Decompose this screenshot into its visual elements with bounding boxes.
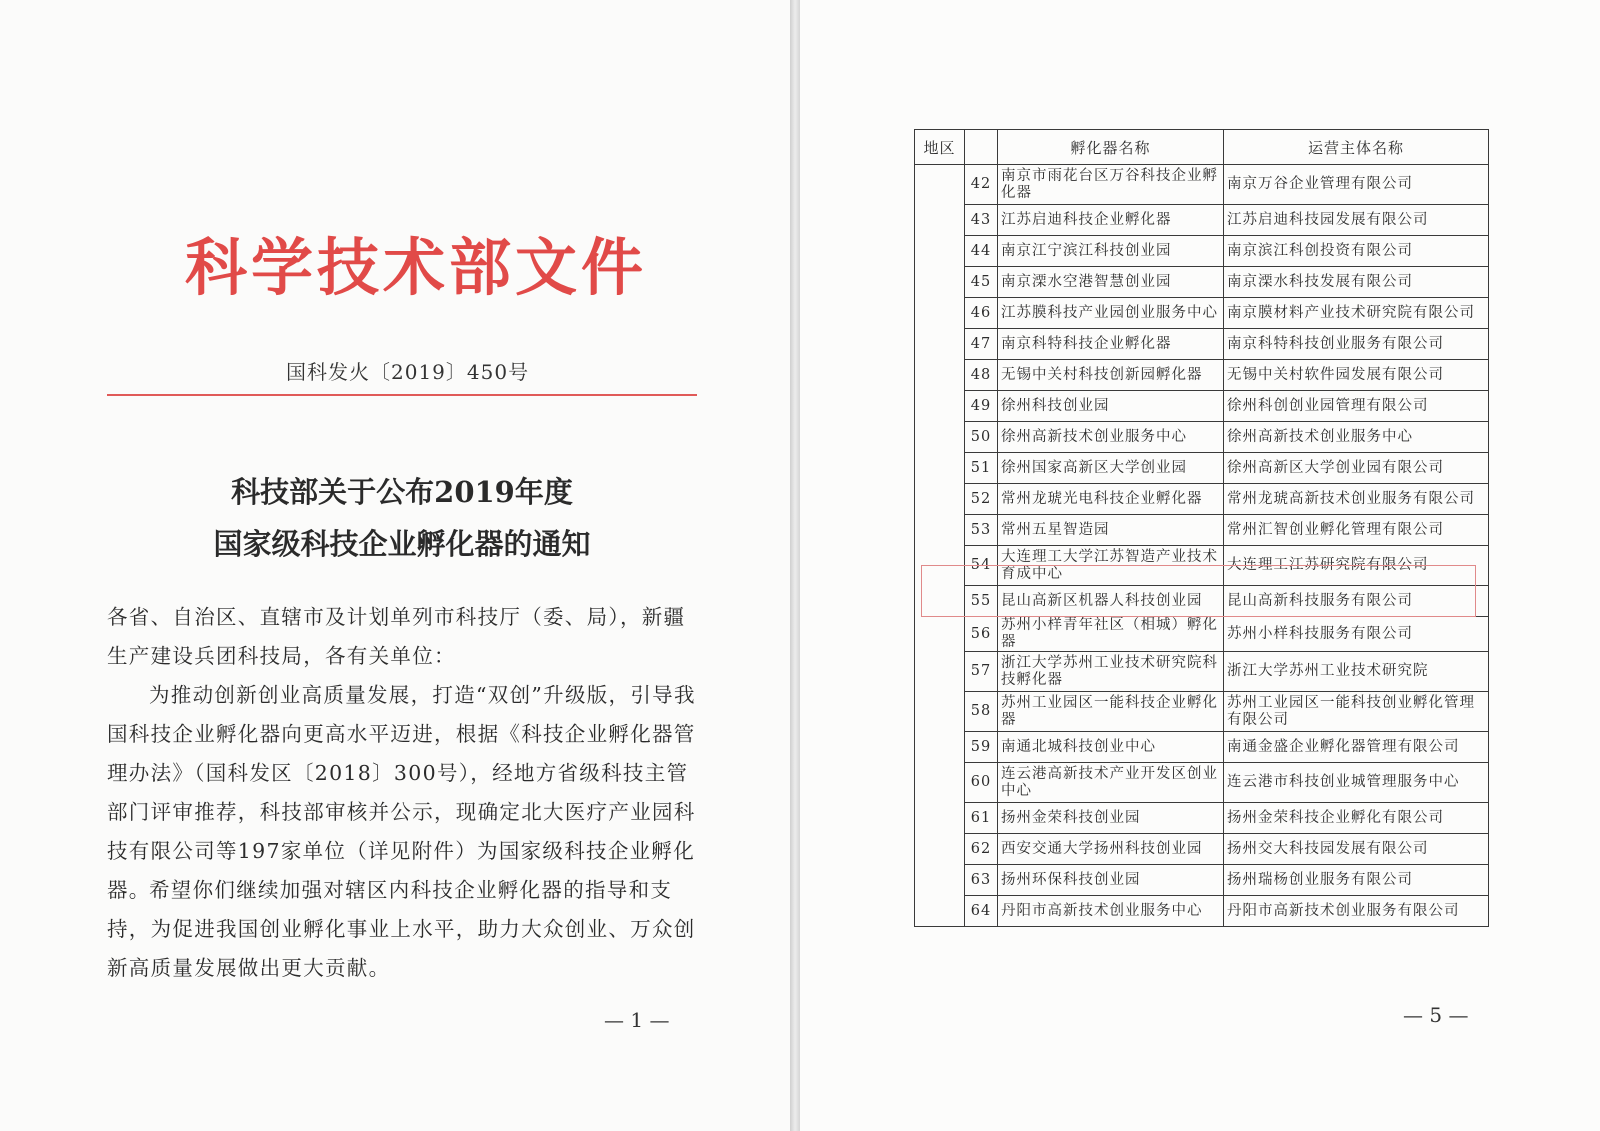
notice-title-line1: 科技部关于公布2019年度 [231,475,573,509]
table-row [915,329,1489,360]
table-row [915,484,1489,515]
incubator-name: 南京江宁滨江科技创业园 [998,236,1224,267]
incubator-name: 西安交通大学扬州科技创业园 [998,834,1224,865]
header-number [965,130,998,165]
row-number: 63 [965,865,998,896]
table-row [915,652,1489,692]
row-number: 46 [965,298,998,329]
operator-name: 南京膜材料产业技术研究院有限公司 [1224,298,1489,329]
notice-title-line2: 国家级科技企业孵化器的通知 [213,527,591,561]
operator-name: 常州汇智创业孵化管理有限公司 [1224,515,1489,546]
incubator-name: 扬州金荣科技创业园 [998,803,1224,834]
row-number: 53 [965,515,998,546]
operator-name: 昆山高新科技服务有限公司 [1224,586,1489,617]
row-number: 57 [965,652,998,692]
incubator-name: 大连理工大学江苏智造产业技术育成中心 [998,546,1224,586]
table-row [915,732,1489,763]
incubator-name: 徐州国家高新区大学创业园 [998,453,1224,484]
operator-name: 扬州瑞杨创业服务有限公司 [1224,865,1489,896]
table-row [915,298,1489,329]
row-number: 56 [965,617,998,652]
page-number-right: — 5 — [1403,1003,1469,1027]
operator-name: 大连理工江苏研究院有限公司 [1224,546,1489,586]
operator-name: 徐州高新区大学创业园有限公司 [1224,453,1489,484]
table-row [915,896,1489,927]
incubator-name: 连云港高新技术产业开发区创业中心 [998,763,1224,803]
incubator-name: 昆山高新区机器人科技创业园 [998,586,1224,617]
row-number: 59 [965,732,998,763]
operator-name: 南京万谷企业管理有限公司 [1224,165,1489,205]
incubator-name: 浙江大学苏州工业技术研究院科技孵化器 [998,652,1224,692]
row-number: 49 [965,391,998,422]
row-number: 44 [965,236,998,267]
operator-name: 常州龙琥高新技术创业服务有限公司 [1224,484,1489,515]
salutation: 各省、自治区、直辖市及计划单列市科技厅（委、局），新疆生产建设兵团科技局，各有关单位： [107,605,686,668]
row-number: 42 [965,165,998,205]
row-number: 55 [965,586,998,617]
table-row [915,236,1489,267]
incubator-name: 南通北城科技创业中心 [998,732,1224,763]
operator-name: 丹阳市高新技术创业服务有限公司 [1224,896,1489,927]
table-row [915,763,1489,803]
table-row [915,453,1489,484]
operator-name: 扬州交大科技园发展有限公司 [1224,834,1489,865]
page-right [800,0,1600,1131]
region-cell [915,165,965,927]
table-row [915,422,1489,453]
table-row [915,515,1489,546]
operator-name: 江苏启迪科技园发展有限公司 [1224,205,1489,236]
red-divider [107,394,697,396]
row-number: 61 [965,803,998,834]
header-operator-name: 运营主体名称 [1224,130,1489,165]
incubator-name: 南京溧水空港智慧创业园 [998,267,1224,298]
operator-name: 南通金盛企业孵化器管理有限公司 [1224,732,1489,763]
row-number: 54 [965,546,998,586]
table-row [915,617,1489,652]
operator-name: 连云港市科技创业城管理服务中心 [1224,763,1489,803]
row-number: 64 [965,896,998,927]
body-paragraph-1: 为推动创新创业高质量发展，打造“双创”升级版，引导我国科技企业孵化器向更高水平迈进，根据《科技企业孵化器管理办法》（国科发区〔2018〕300号），经地方省级科技主管部门评审推荐，科技部审核并公示，现确定北大医疗产业园科技有限公司等197家单位（详见附件）为国家级科技企业孵化器。 [107,683,696,902]
incubator-name: 江苏启迪科技企业孵化器 [998,205,1224,236]
row-number: 58 [965,692,998,732]
operator-name: 扬州金荣科技企业孵化有限公司 [1224,803,1489,834]
incubator-name: 徐州高新技术创业服务中心 [998,422,1224,453]
incubator-name: 丹阳市高新技术创业服务中心 [998,896,1224,927]
incubator-name: 江苏膜科技产业园创业服务中心 [998,298,1224,329]
row-number: 52 [965,484,998,515]
row-number: 43 [965,205,998,236]
incubator-table [914,129,1489,927]
row-number: 48 [965,360,998,391]
header-region: 地区 [915,130,965,165]
row-number: 45 [965,267,998,298]
operator-name: 徐州高新技术创业服务中心 [1224,422,1489,453]
document-header-title: 科学技术部文件 [185,231,648,304]
table-row [915,391,1489,422]
table-row [915,834,1489,865]
operator-name: 南京科特科技创业服务有限公司 [1224,329,1489,360]
table-row [915,865,1489,896]
table-row [915,803,1489,834]
row-number: 51 [965,453,998,484]
table-header-row [915,130,1489,165]
page-number-left: — 1 — [604,1008,670,1032]
incubator-name: 徐州科技创业园 [998,391,1224,422]
incubator-name: 无锡中关村科技创新园孵化器 [998,360,1224,391]
document-number: 国科发火〔2019〕450号 [286,360,530,384]
table-body [915,165,1489,927]
operator-name: 浙江大学苏州工业技术研究院 [1224,652,1489,692]
table-row [915,165,1489,205]
incubator-name: 南京市雨花台区万谷科技企业孵化器 [998,165,1224,205]
table-row [915,360,1489,391]
incubator-name: 常州龙琥光电科技企业孵化器 [998,484,1224,515]
operator-name: 苏州小样科技服务有限公司 [1224,617,1489,652]
operator-name: 苏州工业园区一能科技创业孵化管理有限公司 [1224,692,1489,732]
row-number: 47 [965,329,998,360]
incubator-name: 常州五星智造园 [998,515,1224,546]
incubator-name: 南京科特科技企业孵化器 [998,329,1224,360]
table-row [915,692,1489,732]
table-row [915,267,1489,298]
operator-name: 徐州科创创业园管理有限公司 [1224,391,1489,422]
operator-name: 南京溧水科技发展有限公司 [1224,267,1489,298]
operator-name: 南京滨江科创投资有限公司 [1224,236,1489,267]
row-number: 50 [965,422,998,453]
row-number: 60 [965,763,998,803]
operator-name: 无锡中关村软件园发展有限公司 [1224,360,1489,391]
incubator-name: 扬州环保科技创业园 [998,865,1224,896]
incubator-name: 苏州小样青年社区（相城）孵化器 [998,617,1224,652]
table-row [915,546,1489,586]
table-row [915,586,1489,617]
table-row [915,205,1489,236]
header-incubator-name: 孵化器名称 [998,130,1224,165]
incubator-name: 苏州工业园区一能科技企业孵化器 [998,692,1224,732]
body-paragraph-2: 希望你们继续加强对辖区内科技企业孵化器的指导和支持，为促进我国创业孵化事业上水平，助力大众创业、万众创新高质量发展做出更大贡献。 [107,878,696,980]
page-gutter [790,0,800,1131]
page-left [0,0,790,1131]
row-number: 62 [965,834,998,865]
